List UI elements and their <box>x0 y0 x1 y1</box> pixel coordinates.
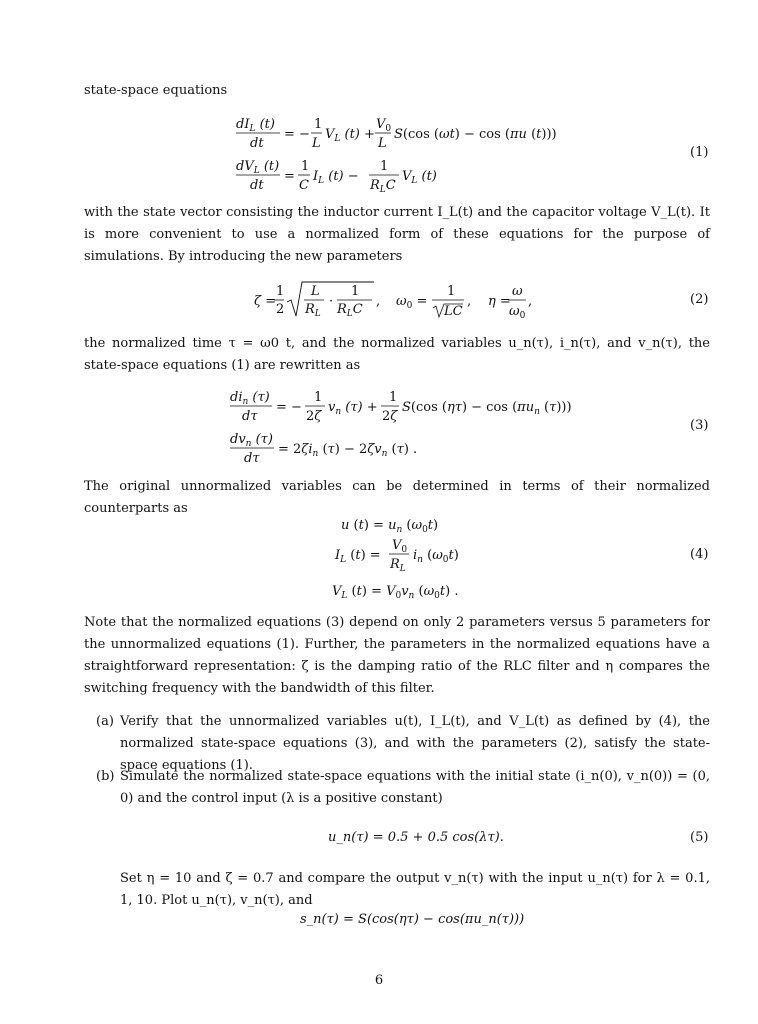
svg-text:= −: = − <box>276 400 302 415</box>
svg-text:η =: η = <box>488 294 511 309</box>
svg-text:L: L <box>311 284 320 299</box>
svg-text:S(cos (ωt) − cos (πu (t))): S(cos (ωt) − cos (πu (t))) <box>394 127 557 142</box>
svg-text:ω0 =: $\omega_0$ = <box>396 294 428 311</box>
equation-3 <box>0 385 758 469</box>
svg-text:vn (τ) +: $v_n$ (τ) + <box>328 400 378 417</box>
svg-text:= 2ζin (τ) − 2ζvn (τ) .: = $2\zeta i_n$ $(\tau) - 2\zeta v_n$ (τ) . <box>278 442 418 459</box>
svg-text:·: · <box>329 294 334 309</box>
svg-text:2: 2 <box>276 302 285 317</box>
svg-text:dτ: dτ <box>244 451 260 466</box>
svg-text:V0: $V_0$ <box>376 117 392 134</box>
equation-1 <box>0 112 758 196</box>
svg-text:1: 1 <box>301 159 310 174</box>
svg-text:RL: $R_L$ <box>390 557 406 574</box>
svg-text:,: , <box>467 294 472 309</box>
list-item-a-text: Verify that the unnormalized variables u(t), I_L(t), and V_L(t) as defined by (4), the normalized state-space equations (3), and with the parameters (2), satisfy the state-space equations (1). <box>120 714 710 773</box>
paragraph-note: Note that the normalized equations (3) depend on only 2 parameters versus 5 parameters for the unnormalized equations (1). Further, the parameters in the normalized equations have a straightforward representation: ζ is the damping ratio of the RLC filter and η compares the switching frequency with the bandwidth of this filter. <box>84 615 710 696</box>
equation-1-graphic <box>0 112 758 196</box>
svg-text:2ζ: 2ζ <box>382 409 398 424</box>
svg-text:dVL (t): $dV_L$ (t) <box>236 159 280 176</box>
equation-2-number: (2) <box>690 292 709 307</box>
svg-text:LC: LC <box>444 304 463 319</box>
equation-2-graphic <box>0 278 758 324</box>
svg-text:V0: $V_0$ <box>392 538 408 555</box>
equation-4 <box>0 512 758 604</box>
svg-text:1: 1 <box>276 284 285 299</box>
equation-5 <box>0 828 758 852</box>
svg-text:1: 1 <box>389 390 398 405</box>
svg-text:L: L <box>378 136 387 151</box>
equation-5-number: (5) <box>690 830 709 845</box>
equation-6-text: s_n(τ) = S(cos(ητ) − cos(πu_n(τ))) <box>300 912 525 927</box>
svg-text:ω0: $\omega_0$ <box>509 304 526 321</box>
list-item-b-label: (b) <box>96 769 115 784</box>
svg-text:ω: ω <box>512 284 523 299</box>
paragraph-intro: state-space equations <box>84 83 228 98</box>
paragraph-original: The original unnormalized variables can be determined in terms of their normalized counterparts as <box>84 479 710 516</box>
svg-text:1: 1 <box>351 284 360 299</box>
svg-text:dτ: dτ <box>242 409 258 424</box>
svg-text:IL (t) =: $I_L$ (t) = <box>335 548 381 565</box>
svg-text:ζ =: ζ = <box>254 294 277 309</box>
paragraph-set: Set η = 10 and ζ = 0.7 and compare the output v_n(τ) with the input u_n(τ) for λ = 0.1, 1, 10. Plot u_n(τ), v_n(τ), and <box>120 871 710 908</box>
svg-text:VL (t) = V0vn (ω0t) .: $V_L$ $(t) = V_0v_n$ $(\omega_0t)$ . <box>332 584 459 601</box>
paragraph-state-vector: with the state vector consisting the inductor current I_L(t) and the capacitor voltage V_L(t). It is more convenient to use a normalized form of these equations for the purpose of simulations. By introducing the new parameters <box>84 205 710 264</box>
list-item-b-text: Simulate the normalized state-space equations with the initial state (i_n(0), v_n(0)) = (0, 0) and the control input (λ is a positive constant) <box>120 769 710 806</box>
svg-text:VL (t): $V_L$ (t) <box>402 169 437 186</box>
svg-text:1: 1 <box>314 117 323 132</box>
equation-3-number: (3) <box>690 418 709 433</box>
svg-text:1: 1 <box>447 284 456 299</box>
svg-text:IL (t) −: $I_L$ (t) − <box>313 169 359 186</box>
svg-text:C: C <box>299 178 309 193</box>
svg-text:dIL (t): $dI_L$ (t) <box>236 117 275 134</box>
svg-text:dt: dt <box>250 136 264 151</box>
list-item-a-label: (a) <box>96 714 114 729</box>
svg-text:dt: dt <box>250 178 264 193</box>
equation-4-graphic <box>0 512 758 604</box>
svg-text:=: = <box>284 169 295 184</box>
svg-text:VL (t) +: $V_L$ (t) + <box>325 127 375 144</box>
paragraph-normalized: the normalized time τ = ω0 t, and the normalized variables u_n(τ), i_n(τ), and v_n(τ), the state-space equations (1) are rewritten as <box>84 336 710 373</box>
svg-text:u (t) = un (ω0t): u $(t) = u_n$ $(\omega_0t)$ <box>341 518 439 535</box>
svg-text:din (τ): $di_n$ (τ) <box>230 390 270 407</box>
svg-text:,: , <box>376 294 381 309</box>
equation-1-number: (1) <box>690 145 709 160</box>
equation-4-number: (4) <box>690 547 709 562</box>
svg-text:1: 1 <box>314 390 323 405</box>
svg-text:S(cos (ητ) − cos (πun (τ))): S(cos $(\eta\tau) - \cos (\pi u_n$ (τ))) <box>402 400 572 417</box>
equation-6 <box>0 910 758 934</box>
svg-text:in (ω0t): $i_n$ $(\omega_0t)$ <box>413 548 459 565</box>
svg-text:RLC: $R_LC$ <box>370 178 396 195</box>
svg-text:L: L <box>312 136 321 151</box>
svg-text:RL: $R_L$ <box>305 302 321 319</box>
svg-text:dvn (τ): $dv_n$ (τ) <box>230 432 273 449</box>
page-number: 6 <box>374 973 384 988</box>
equation-5-text: u_n(τ) = 0.5 + 0.5 cos(λτ). <box>328 830 504 845</box>
svg-text:= −: = − <box>284 127 310 142</box>
equation-3-graphic <box>0 385 758 469</box>
svg-text:RLC: $R_LC$ <box>337 302 363 319</box>
list-item-b <box>96 766 710 810</box>
svg-text:1: 1 <box>380 159 389 174</box>
equation-2 <box>0 278 758 324</box>
svg-text:2ζ: 2ζ <box>306 409 322 424</box>
svg-text:,: , <box>528 294 533 309</box>
